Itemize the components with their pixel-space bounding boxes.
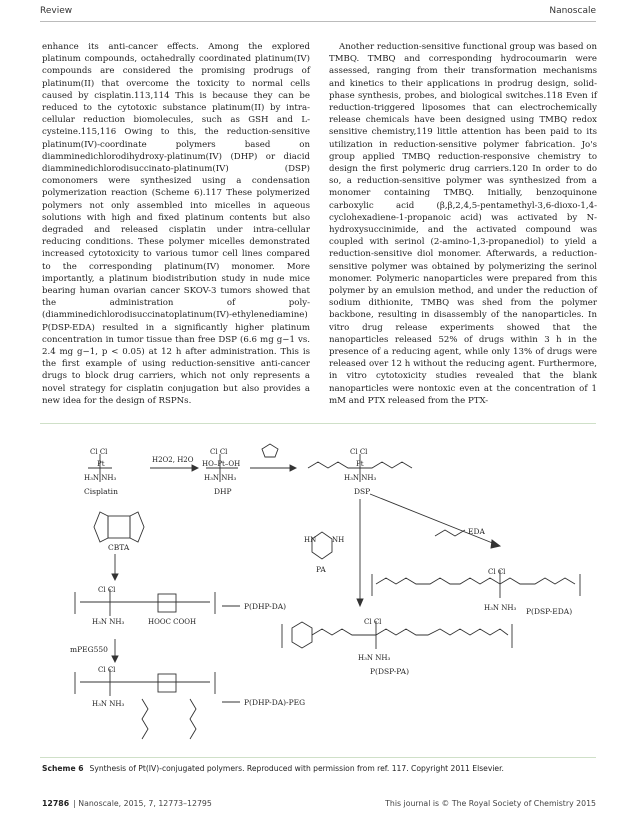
atom-label: Pt [97, 460, 105, 468]
running-header-left: Review [40, 6, 73, 16]
body-column-right [329, 41, 597, 407]
eda-chain [435, 530, 465, 536]
body-column-left [42, 41, 310, 407]
atom-label: Cl Cl [90, 448, 108, 456]
arrowhead [112, 574, 118, 580]
arrowhead [491, 540, 500, 548]
atom-label: H₃N NH₃ [84, 474, 117, 482]
paragraph-right: Another reduction-sensitive functional group was based on TMBQ. TMBQ and corresponding hydrocoumarin were assessed, ranging from their transformation mechanisms and kinetics to their applications in prodrug design, solid-phase synthesis, probes, and biological switches.118 Even if reduction-triggered liposomes that can electrochemically release chemicals have been designed using TMBQ redox sensitive chemistry,119 little attention has been paid to its utilization in reduction-sensitive polymer fabrication. Jo's group applied TMBQ reduction-responsive chemistry to design the first polymeric drug carriers.120 In order to do so, a reduction-sensitive polymer was synthesized from a monomer containing TMBQ. Initially, benzoquinone carboxylic acid (β,β,2,4,5-pentamethyl-3,6-dioxo-1,4-cyclohexadiene-1-propanoic acid) was activated by N-hydroxysuccinimide, and the activated compound was coupled with serinol (2-amino-1,3-propanediol) to yield a reduction-sensitive diol monomer. Afterwards, a reduction-sensitive polymer was obtained by polymerizing the serinol monomer. Polymeric nanoparticles were prepared from this polymer by an emulsion method, and under the reduction of sodium dithionite, TMBQ was shed from the polymer backbone, resulting in disassembly of the nanoparticles. In vitro drug release experiments showed that the nanoparticles released 52% of drugs within 3 h in the presence of a reducing agent, while only 13% of drugs were released over 12 h without the reducing agent. Furthermore, in vitro cytotoxicity studies revealed that the blank nanoparticles were nontoxic even at the concentration of 1 mM and PTX released from the PTX- [329, 42, 597, 406]
polymer-backbone [312, 629, 508, 635]
atom-label: HN [304, 536, 317, 544]
label-eda: EDA [468, 527, 485, 536]
arrowhead [112, 656, 118, 662]
label-p-dhp-da-peg: P(DHP-DA)-PEG [244, 698, 306, 707]
atom-label: H₃N NH₃ [92, 618, 125, 626]
atom-label: Pt [356, 460, 364, 468]
arrowhead [192, 465, 198, 471]
atom-label: H₃N NH₃ [344, 474, 377, 482]
cbta-core [108, 516, 130, 538]
scheme-figure [40, 423, 596, 758]
page-number: 12786 [42, 799, 70, 808]
label-dhp: DHP [214, 487, 232, 496]
atom-label: H₃N NH₃ [92, 700, 125, 708]
arrow-dsp-eda [370, 494, 495, 544]
running-header-right: Nanoscale [549, 6, 596, 16]
label-dsp: DSP [354, 487, 371, 496]
caption-label: Scheme 6 [42, 764, 84, 773]
atom-label: HOOC COOH [148, 618, 197, 626]
label-cisplatin: Cisplatin [84, 487, 118, 496]
arrowhead [357, 599, 363, 606]
footer-left [42, 799, 212, 808]
atom-label: H₃N NH₃ [484, 604, 517, 612]
label-p-dsp-eda: P(DSP-EDA) [526, 607, 573, 616]
label-mpeg: mPEG550 [70, 645, 108, 654]
header-rule [40, 21, 596, 22]
cyclobutane [158, 594, 176, 612]
label-cbta: CBTA [108, 543, 130, 552]
atom-label: H₃N NH₃ [204, 474, 237, 482]
atom-label: NH [332, 536, 345, 544]
atom-label: Cl Cl [98, 586, 116, 594]
atom-label: H₃N NH₃ [358, 654, 391, 662]
footer-citation: | Nanoscale, 2015, 7, 12773–12795 [73, 799, 212, 808]
atom-label: Cl Cl [98, 666, 116, 674]
peg-chain [142, 699, 148, 739]
atom-label: Cl Cl [488, 568, 506, 576]
label-pa: PA [316, 565, 326, 574]
atom-label: Cl Cl [210, 448, 228, 456]
succinic-anhydride-ring [262, 444, 278, 457]
paragraph-left: enhance its anti-cancer effects. Among the explored platinum compounds, octahedrally coordinated platinum(IV) compounds are considered the promising prodrugs of platinum(II) that overcome the toxicity to normal cells caused by cisplatin.113,114 This is because they can be reduced to the cytotoxic substance platinum(II) by intra-cellular reduction biomolecules, such as GSH and L-cysteine.115,116 Owing to this, the reduction-sensitive platinum(IV)-coordinate polymers based on diamminedichlorodihydroxy-platinum(IV) (DHP) or diacid diamminedichlorodisuccinato-platinum(IV) (DSP) comonomers were synthesized using a condensation polymerization reaction (Scheme 6).117 These polymerized polymers not only assembled into micelles in aqueous solutions with high and fixed platinum contents but also degraded and released cisplatin under intra-cellular reducing conditions. These polymer micelles demonstrated increased cytotoxicity to various tumor cell lines compared to the corresponding platinum(IV) monomer. More importantly, a platinum biodistribution study in nude mice bearing human ovarian cancer SKOV-3 tumors showed that the administration of poly-(diamminedichlorodisuccinatoplatinum(IV)-ethylenediamine) P(DSP-EDA) resulted in a significantly higher platinum concentration in tumor tissue than free DSP (6.6 mg g−1 vs. 2.4 mg g−1, p < 0.05) at 12 h after administration. This is the first example of using reduction-sensitive anti-cancer drugs to block drug carriers, which not only represents a novel strategy for cisplatin conjugation but also provides a new idea for the design of RSPNs. [42, 42, 310, 406]
scheme-caption [42, 764, 598, 773]
cbta-ring [94, 512, 108, 542]
label-reagent: H2O2, H2O [152, 456, 194, 464]
piperazine-ring [292, 622, 312, 648]
atom-label: HO–Pt–OH [202, 460, 241, 468]
cbta-ring [130, 512, 144, 542]
caption-text: Synthesis of Pt(IV)-conjugated polymers. Reproduced with permission from ref. 117. Copyright 2011 Elsevier. [89, 764, 504, 773]
footer-right: This journal is © The Royal Society of Chemistry 2015 [385, 799, 596, 808]
label-p-dhp-da: P(DHP-DA) [244, 602, 287, 611]
cyclobutane [158, 674, 176, 692]
label-p-dsp-pa: P(DSP-PA) [370, 667, 409, 676]
atom-label: Cl Cl [350, 448, 368, 456]
arrowhead [290, 465, 296, 471]
atom-label: Cl Cl [364, 618, 382, 626]
polymer-backbone [376, 578, 575, 584]
scheme-diagram [40, 424, 596, 757]
peg-chain [190, 699, 196, 739]
